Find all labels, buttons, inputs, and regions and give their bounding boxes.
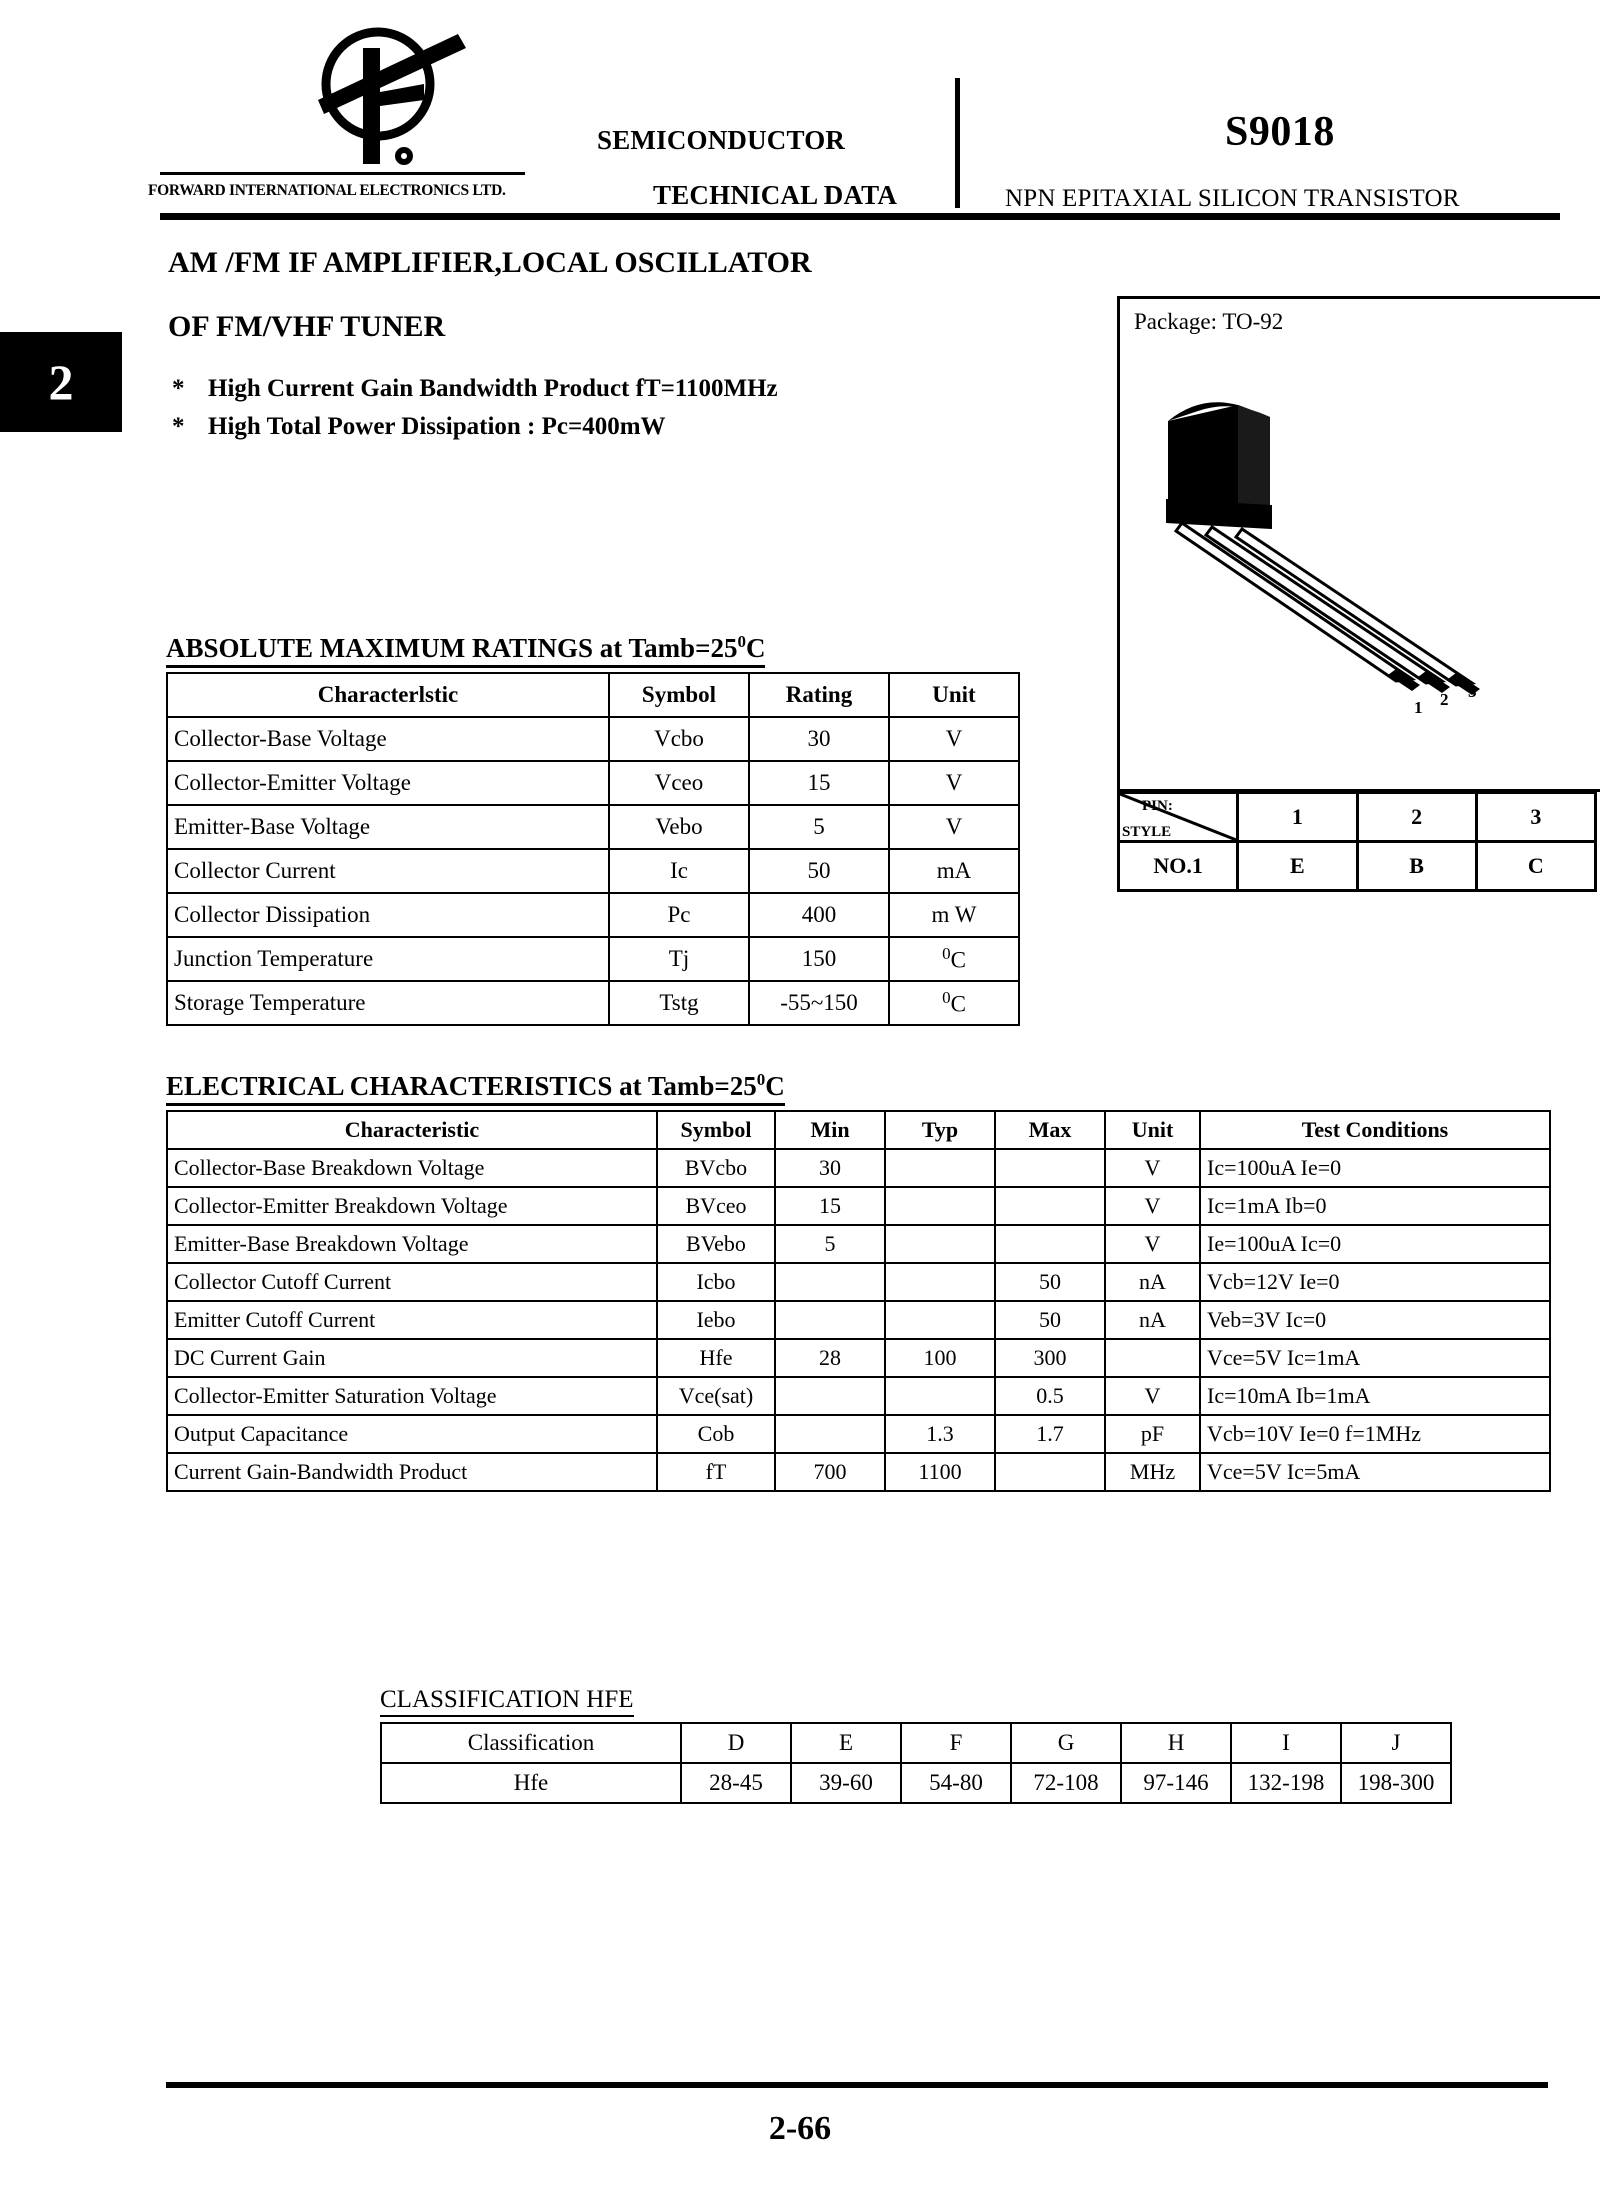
table-header-row xyxy=(381,1723,1451,1763)
amr-rating: 150 xyxy=(749,937,889,981)
classification-hfe-range: 198-300 xyxy=(1341,1763,1451,1803)
bullet-star-icon: * xyxy=(172,413,185,440)
classification-hfe-range: 72-108 xyxy=(1011,1763,1121,1803)
ec-typ xyxy=(885,1377,995,1415)
lead-number-2: 2 xyxy=(1440,690,1449,709)
ec-unit: nA xyxy=(1105,1301,1200,1339)
pin-header-2: 2 xyxy=(1357,793,1476,842)
amr-unit xyxy=(889,981,1019,1025)
ec-max xyxy=(995,1187,1105,1225)
ec-test-conditions: Vcb=10V Ie=0 f=1MHz xyxy=(1200,1415,1550,1453)
amr-symbol: Tstg xyxy=(609,981,749,1025)
classification-grade: E xyxy=(791,1723,901,1763)
ec-characteristic: Collector-Base Breakdown Voltage xyxy=(167,1149,657,1187)
amr-characteristic: Collector Current xyxy=(167,849,609,893)
amr-characteristic: Junction Temperature xyxy=(167,937,609,981)
amr-col-rating: Rating xyxy=(749,673,889,717)
company-logo xyxy=(300,14,490,174)
to92-package-drawing xyxy=(1120,299,1594,783)
amr-unit xyxy=(889,893,1019,937)
ec-unit: V xyxy=(1105,1225,1200,1263)
ec-unit: nA xyxy=(1105,1263,1200,1301)
ec-symbol: Vce(sat) xyxy=(657,1377,775,1415)
ec-typ: 100 xyxy=(885,1339,995,1377)
ec-col-typ: Typ xyxy=(885,1111,995,1149)
classification-row-label: Classification xyxy=(381,1723,681,1763)
amr-unit xyxy=(889,849,1019,893)
classification-heading: CLASSIFICATION HFE xyxy=(380,1686,634,1717)
pin-header-3: 3 xyxy=(1476,793,1595,842)
amr-characteristic: Emitter-Base Voltage xyxy=(167,805,609,849)
ec-typ xyxy=(885,1301,995,1339)
amr-rating: 30 xyxy=(749,717,889,761)
pin-style-label: NO.1 xyxy=(1119,842,1238,891)
classification-grade: F xyxy=(901,1723,1011,1763)
table-row xyxy=(167,1263,1550,1301)
ec-symbol: Cob xyxy=(657,1415,775,1453)
pin-style-corner-cell xyxy=(1119,793,1238,842)
classification-grade: H xyxy=(1121,1723,1231,1763)
ec-heading-superscript: 0 xyxy=(756,1070,766,1089)
ec-min: 30 xyxy=(775,1149,885,1187)
amr-col-unit: Unit xyxy=(889,673,1019,717)
ec-symbol: BVceo xyxy=(657,1187,775,1225)
pin-header-1: 1 xyxy=(1238,793,1357,842)
ec-typ: 1.3 xyxy=(885,1415,995,1453)
page-number: 2-66 xyxy=(768,2110,832,2147)
ec-test-conditions: Ic=10mA Ib=1mA xyxy=(1200,1377,1550,1415)
bullet-star-icon: * xyxy=(172,375,185,402)
table-row xyxy=(167,1453,1550,1491)
ec-col-test-conditions: Test Conditions xyxy=(1200,1111,1550,1149)
table-row xyxy=(167,937,1019,981)
table-header-row xyxy=(167,1111,1550,1149)
classification-grade: I xyxy=(1231,1723,1341,1763)
part-number: S9018 xyxy=(1225,109,1335,155)
ec-typ xyxy=(885,1187,995,1225)
amr-unit-text: C xyxy=(950,947,966,973)
pin-function-1: E xyxy=(1238,842,1357,891)
ec-characteristic: Collector Cutoff Current xyxy=(167,1263,657,1301)
ec-test-conditions: Vce=5V Ic=5mA xyxy=(1200,1453,1550,1491)
table-row xyxy=(1119,793,1596,842)
amr-symbol: Vceo xyxy=(609,761,749,805)
ec-unit xyxy=(1105,1339,1200,1377)
table-row xyxy=(167,849,1019,893)
ec-min: 5 xyxy=(775,1225,885,1263)
table-row xyxy=(167,1149,1550,1187)
table-row xyxy=(167,805,1019,849)
amr-symbol: Tj xyxy=(609,937,749,981)
amr-symbol: Pc xyxy=(609,893,749,937)
ec-min: 15 xyxy=(775,1187,885,1225)
ec-symbol: BVcbo xyxy=(657,1149,775,1187)
ec-col-symbol: Symbol xyxy=(657,1111,775,1149)
amr-rating: 50 xyxy=(749,849,889,893)
classification-grade: G xyxy=(1011,1723,1121,1763)
feature-item xyxy=(172,413,666,441)
absolute-maximum-ratings-table xyxy=(166,672,1020,1026)
classification-grade: D xyxy=(681,1723,791,1763)
table-row xyxy=(167,1339,1550,1377)
amr-characteristic: Collector Dissipation xyxy=(167,893,609,937)
ec-typ xyxy=(885,1263,995,1301)
ec-col-min: Min xyxy=(775,1111,885,1149)
amr-characteristic: Collector-Base Voltage xyxy=(167,717,609,761)
ec-max xyxy=(995,1225,1105,1263)
amr-unit xyxy=(889,937,1019,981)
amr-unit-superscript: 0 xyxy=(942,988,951,1008)
ec-symbol: Hfe xyxy=(657,1339,775,1377)
technical-data-label: TECHNICAL DATA xyxy=(653,180,898,210)
company-rule xyxy=(160,172,525,175)
ec-min: 28 xyxy=(775,1339,885,1377)
abs-max-heading-text: ABSOLUTE MAXIMUM RATINGS at Tamb=25 xyxy=(166,633,738,663)
company-name: FORWARD INTERNATIONAL ELECTRONICS LTD. xyxy=(148,182,506,199)
ec-max: 1.7 xyxy=(995,1415,1105,1453)
pin-function-3: C xyxy=(1476,842,1595,891)
ec-unit: MHz xyxy=(1105,1453,1200,1491)
abs-max-heading-superscript: 0 xyxy=(737,632,746,651)
pin-assignment-table xyxy=(1117,791,1597,892)
ec-min xyxy=(775,1377,885,1415)
ec-symbol: Icbo xyxy=(657,1263,775,1301)
table-header-row xyxy=(167,673,1019,717)
lead-number-1: 1 xyxy=(1414,698,1423,717)
amr-symbol: Vcbo xyxy=(609,717,749,761)
semiconductor-label: SEMICONDUCTOR xyxy=(597,125,846,155)
amr-unit-text: V xyxy=(945,726,963,751)
feature-item xyxy=(172,375,778,403)
amr-unit xyxy=(889,805,1019,849)
footer-rule xyxy=(166,2082,1548,2088)
page-title-line2: OF FM/VHF TUNER xyxy=(168,310,446,343)
classification-hfe-range: 132-198 xyxy=(1231,1763,1341,1803)
table-row xyxy=(167,981,1019,1025)
package-diagram-box xyxy=(1117,296,1600,792)
abs-max-heading-unit: C xyxy=(745,633,766,663)
ec-symbol: BVebo xyxy=(657,1225,775,1263)
table-row xyxy=(167,717,1019,761)
ec-col-max: Max xyxy=(995,1111,1105,1149)
ec-characteristic: DC Current Gain xyxy=(167,1339,657,1377)
page-section-tab: 2 xyxy=(0,332,122,432)
amr-characteristic: Storage Temperature xyxy=(167,981,609,1025)
ec-characteristic: Collector-Emitter Breakdown Voltage xyxy=(167,1187,657,1225)
classification-grade: J xyxy=(1341,1723,1451,1763)
abs-max-heading xyxy=(166,632,765,668)
ec-unit: V xyxy=(1105,1187,1200,1225)
classification-hfe-range: 28-45 xyxy=(681,1763,791,1803)
page-title-line1: AM /FM IF AMPLIFIER,LOCAL OSCILLATOR xyxy=(168,246,812,279)
ec-min xyxy=(775,1301,885,1339)
pin-function-2: B xyxy=(1357,842,1476,891)
classification-hfe-table xyxy=(380,1722,1452,1804)
ec-max: 50 xyxy=(995,1263,1105,1301)
amr-unit-text: m W xyxy=(931,902,977,927)
table-row xyxy=(167,1301,1550,1339)
ec-col-unit: Unit xyxy=(1105,1111,1200,1149)
ec-symbol: Iebo xyxy=(657,1301,775,1339)
ec-symbol: fT xyxy=(657,1453,775,1491)
amr-unit-superscript: 0 xyxy=(942,944,951,964)
ec-characteristic: Collector-Emitter Saturation Voltage xyxy=(167,1377,657,1415)
ec-typ xyxy=(885,1149,995,1187)
page-header xyxy=(0,0,1600,230)
amr-symbol: Vebo xyxy=(609,805,749,849)
ec-typ xyxy=(885,1225,995,1263)
ec-characteristic: Emitter Cutoff Current xyxy=(167,1301,657,1339)
pin-corner-top-label: PIN: xyxy=(1142,798,1173,814)
header-divider xyxy=(955,78,960,208)
classification-hfe-range: 97-146 xyxy=(1121,1763,1231,1803)
amr-unit xyxy=(889,761,1019,805)
amr-unit-text: V xyxy=(945,770,963,795)
lead-number-3: 3 xyxy=(1468,682,1477,701)
table-row xyxy=(167,1225,1550,1263)
electrical-characteristics-table xyxy=(166,1110,1551,1492)
ec-test-conditions: Vce=5V Ic=1mA xyxy=(1200,1339,1550,1377)
ec-max: 0.5 xyxy=(995,1377,1105,1415)
package-label: Package: TO-92 xyxy=(1134,309,1284,334)
ec-test-conditions: Ie=100uA Ic=0 xyxy=(1200,1225,1550,1263)
amr-symbol: Ic xyxy=(609,849,749,893)
amr-col-symbol: Symbol xyxy=(609,673,749,717)
table-row xyxy=(381,1763,1451,1803)
amr-col-characteristic: Characterlstic xyxy=(167,673,609,717)
ec-max xyxy=(995,1453,1105,1491)
amr-rating: 400 xyxy=(749,893,889,937)
ec-test-conditions: Vcb=12V Ie=0 xyxy=(1200,1263,1550,1301)
ec-min xyxy=(775,1263,885,1301)
ec-heading-text: ELECTRICAL CHARACTERISTICS at Tamb=25 xyxy=(166,1071,757,1101)
table-row xyxy=(1119,842,1596,891)
electrical-characteristics-heading xyxy=(166,1070,785,1106)
ec-unit: V xyxy=(1105,1377,1200,1415)
amr-rating: -55~150 xyxy=(749,981,889,1025)
header-rule xyxy=(160,213,1560,220)
amr-unit-text: V xyxy=(945,814,963,839)
ec-max xyxy=(995,1149,1105,1187)
ec-test-conditions: Ic=1mA Ib=0 xyxy=(1200,1187,1550,1225)
amr-rating: 15 xyxy=(749,761,889,805)
feature-text: High Total Power Dissipation : Pc=400mW xyxy=(208,413,666,440)
amr-unit-text: mA xyxy=(936,858,972,883)
ec-max: 300 xyxy=(995,1339,1105,1377)
table-row xyxy=(167,1377,1550,1415)
pin-corner-bottom-label: STYLE xyxy=(1122,824,1172,840)
ec-col-characteristic: Characteristic xyxy=(167,1111,657,1149)
ec-heading-unit: C xyxy=(765,1071,785,1101)
ec-min xyxy=(775,1415,885,1453)
ec-test-conditions: Veb=3V Ic=0 xyxy=(1200,1301,1550,1339)
ec-test-conditions: Ic=100uA Ie=0 xyxy=(1200,1149,1550,1187)
table-row xyxy=(167,761,1019,805)
amr-unit-text: C xyxy=(950,991,966,1017)
amr-rating: 5 xyxy=(749,805,889,849)
feature-text: High Current Gain Bandwidth Product fT=1100MHz xyxy=(208,375,778,402)
amr-characteristic: Collector-Emitter Voltage xyxy=(167,761,609,805)
device-type: NPN EPITAXIAL SILICON TRANSISTOR xyxy=(1005,185,1460,212)
table-row xyxy=(167,1415,1550,1453)
ec-min: 700 xyxy=(775,1453,885,1491)
classification-hfe-label: Hfe xyxy=(381,1763,681,1803)
ec-max: 50 xyxy=(995,1301,1105,1339)
ec-characteristic: Output Capacitance xyxy=(167,1415,657,1453)
ec-unit: V xyxy=(1105,1149,1200,1187)
ec-typ: 1100 xyxy=(885,1453,995,1491)
ec-characteristic: Emitter-Base Breakdown Voltage xyxy=(167,1225,657,1263)
amr-unit xyxy=(889,717,1019,761)
table-row xyxy=(167,893,1019,937)
classification-hfe-range: 54-80 xyxy=(901,1763,1011,1803)
ec-unit: pF xyxy=(1105,1415,1200,1453)
ec-characteristic: Current Gain-Bandwidth Product xyxy=(167,1453,657,1491)
table-row xyxy=(167,1187,1550,1225)
classification-hfe-range: 39-60 xyxy=(791,1763,901,1803)
